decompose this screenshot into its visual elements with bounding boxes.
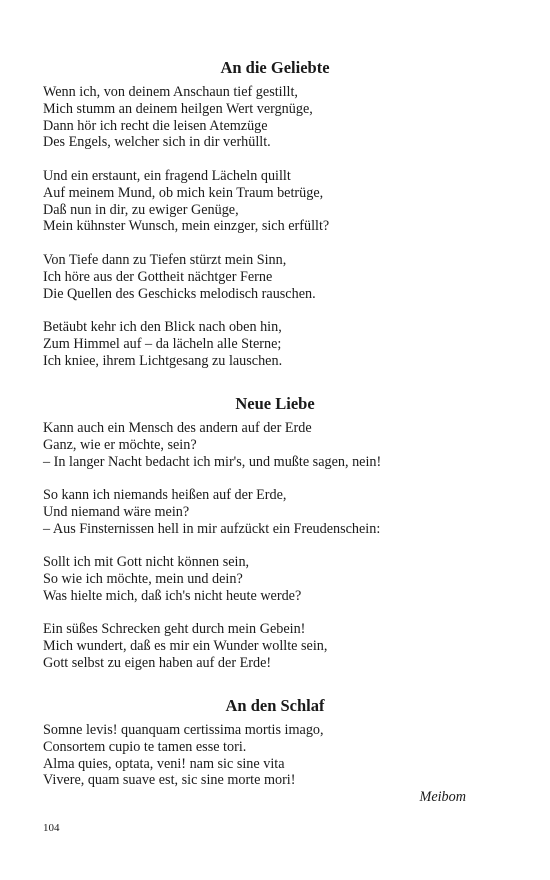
stanza (43, 420, 513, 470)
verse-line: – In langer Nacht bedacht ich mir's, und mußte sagen, nein! (43, 453, 382, 470)
verse-line: Zum Himmel auf – da lächeln alle Sterne; (43, 335, 282, 352)
stanza (43, 168, 513, 235)
verse-line: Daß nun in dir, zu ewiger Genüge, (43, 201, 239, 218)
verse-line: Ein süßes Schrecken geht durch mein Gebein! (43, 621, 306, 637)
poem-title: An den Schlaf (225, 696, 325, 715)
verse-line: Die Quellen des Geschicks melodisch rauschen. (43, 285, 316, 302)
verse-line: Ich kniee, ihrem Lichtgesang zu lauschen. (43, 352, 283, 369)
stanza (43, 554, 513, 604)
attribution: Meibom (419, 789, 466, 805)
stanza (43, 252, 513, 302)
page-number: 104 (43, 822, 60, 834)
verse-line: Kann auch ein Mensch des andern auf der Erde (43, 420, 312, 436)
stanza (43, 621, 513, 671)
verse-line: Von Tiefe dann zu Tiefen stürzt mein Sinn, (43, 252, 287, 268)
verse-line: Des Engels, welcher sich in dir verhüllt. (43, 134, 271, 151)
verse-line: So wie ich möchte, mein und dein? (43, 570, 243, 587)
verse-line: – Aus Finsternissen hell in mir aufzückt ein Freudenschein: (43, 520, 381, 537)
verse-line: Und ein erstaunt, ein fragend Lächeln quillt (43, 168, 291, 184)
verse-line: Alma quies, optata, veni! nam sic sine vita (43, 755, 285, 772)
stanza (43, 722, 513, 789)
stanza (43, 319, 513, 369)
poem-title: Neue Liebe (235, 394, 315, 413)
verse-line: Ganz, wie er möchte, sein? (43, 436, 197, 453)
verse-line: Was hielte mich, daß ich's nicht heute werde? (43, 587, 302, 604)
verse-line: Consortem cupio te tamen esse tori. (43, 738, 247, 755)
poem-title: An die Geliebte (220, 58, 330, 77)
verse-line: Mein kühnster Wunsch, mein einzger, sich erfüllt? (43, 218, 330, 235)
verse-line: Betäubt kehr ich den Blick nach oben hin, (43, 319, 282, 335)
verse-line: Mich wundert, daß es mir ein Wunder wollte sein, (43, 637, 328, 654)
verse-line: So kann ich niemands heißen auf der Erde, (43, 487, 287, 503)
verse-line: Sollt ich mit Gott nicht können sein, (43, 554, 250, 570)
verse-line: Somne levis! quanquam certissima mortis imago, (43, 722, 324, 738)
verse-line: Gott selbst zu eigen haben auf der Erde! (43, 654, 272, 671)
stanza (43, 84, 513, 151)
verse-line: Dann hör ich recht die leisen Atemzüge (43, 117, 268, 134)
verse-line: Und niemand wäre mein? (43, 503, 190, 520)
verse-line: Ich höre aus der Gottheit nächtger Ferne (43, 268, 273, 285)
verse-line: Mich stumm an deinem heilgen Wert vergnüge, (43, 100, 313, 117)
verse-line: Vivere, quam suave est, sic sine morte mori! (43, 772, 296, 789)
verse-line: Wenn ich, von deinem Anschaun tief gestillt, (43, 84, 298, 100)
stanza (43, 487, 513, 537)
verse-line: Auf meinem Mund, ob mich kein Traum betrüge, (43, 184, 324, 201)
